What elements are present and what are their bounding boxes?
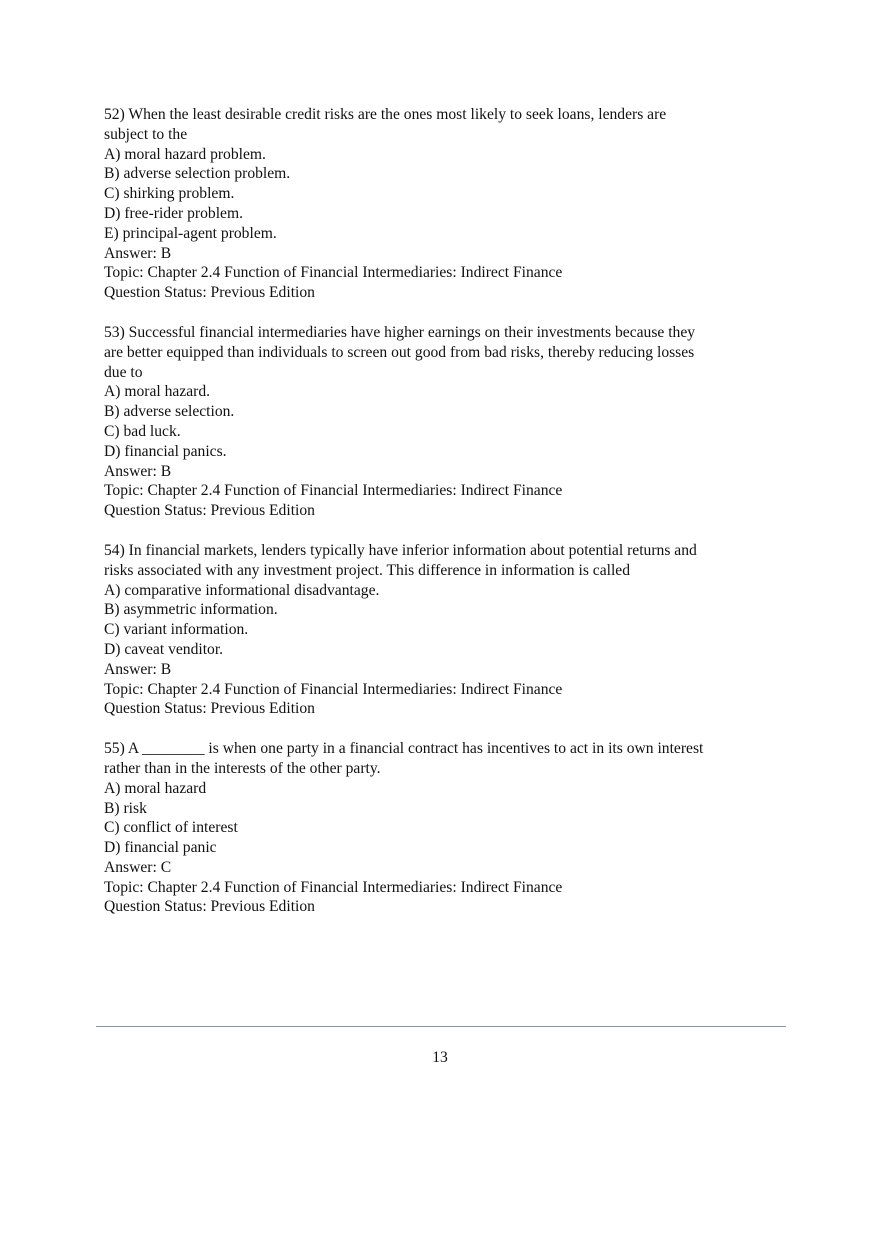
answer-option: D) caveat venditor. [104,640,224,658]
answer-option: D) financial panics. [104,442,227,460]
question-list [104,105,784,937]
question-stem-line: due to [104,363,143,381]
answer-option: B) adverse selection. [104,403,235,421]
answer-option: C) conflict of interest [104,819,238,837]
answer-key: Answer: B [104,462,172,480]
footer-divider [96,1026,786,1027]
question-status: Question Status: Previous Edition [104,898,315,916]
answer-option: B) risk [104,799,147,817]
question-stem-line: are better equipped than individuals to screen out good from bad risks, thereby reducing losses [104,343,695,361]
answer-option: A) moral hazard [104,779,207,797]
answer-option: B) asymmetric information. [104,601,278,619]
question-block [104,105,784,303]
topic-line: Topic: Chapter 2.4 Function of Financial Intermediaries: Indirect Finance [104,482,563,500]
topic-line: Topic: Chapter 2.4 Function of Financial Intermediaries: Indirect Finance [104,680,563,698]
answer-option: A) comparative informational disadvantage. [104,581,380,599]
answer-option: B) adverse selection problem. [104,165,291,183]
question-status: Question Status: Previous Edition [104,700,315,718]
answer-option: A) moral hazard problem. [104,145,266,163]
answer-option: C) shirking problem. [104,185,235,203]
question-stem-line: risks associated with any investment project. This difference in information is called [104,561,631,579]
answer-option: D) free-rider problem. [104,204,243,222]
question-stem-line: 55) A ________ is when one party in a financial contract has incentives to act in its own interest [104,740,704,758]
question-stem-line: 54) In financial markets, lenders typically have inferior information about potential returns and [104,541,697,559]
page-number: 13 [432,1049,448,1066]
question-status: Question Status: Previous Edition [104,284,315,302]
answer-key: Answer: B [104,660,172,678]
topic-line: Topic: Chapter 2.4 Function of Financial Intermediaries: Indirect Finance [104,878,563,896]
question-stem-line: 53) Successful financial intermediaries have higher earnings on their investments because they [104,323,696,341]
question-stem-line: 52) When the least desirable credit risks are the ones most likely to seek loans, lenders are [104,106,667,123]
question-stem-line: subject to the [104,125,188,143]
answer-option: C) variant information. [104,621,249,639]
answer-option: A) moral hazard. [104,383,211,401]
question-stem-line: rather than in the interests of the other party. [104,759,381,777]
answer-option: E) principal-agent problem. [104,224,277,242]
answer-option: D) financial panic [104,839,217,857]
answer-option: C) bad luck. [104,422,181,440]
answer-key: Answer: C [104,858,172,876]
topic-line: Topic: Chapter 2.4 Function of Financial Intermediaries: Indirect Finance [104,264,563,282]
question-block [104,739,784,917]
answer-key: Answer: B [104,244,172,262]
question-block [104,541,784,719]
question-status: Question Status: Previous Edition [104,502,315,520]
question-block [104,323,784,521]
